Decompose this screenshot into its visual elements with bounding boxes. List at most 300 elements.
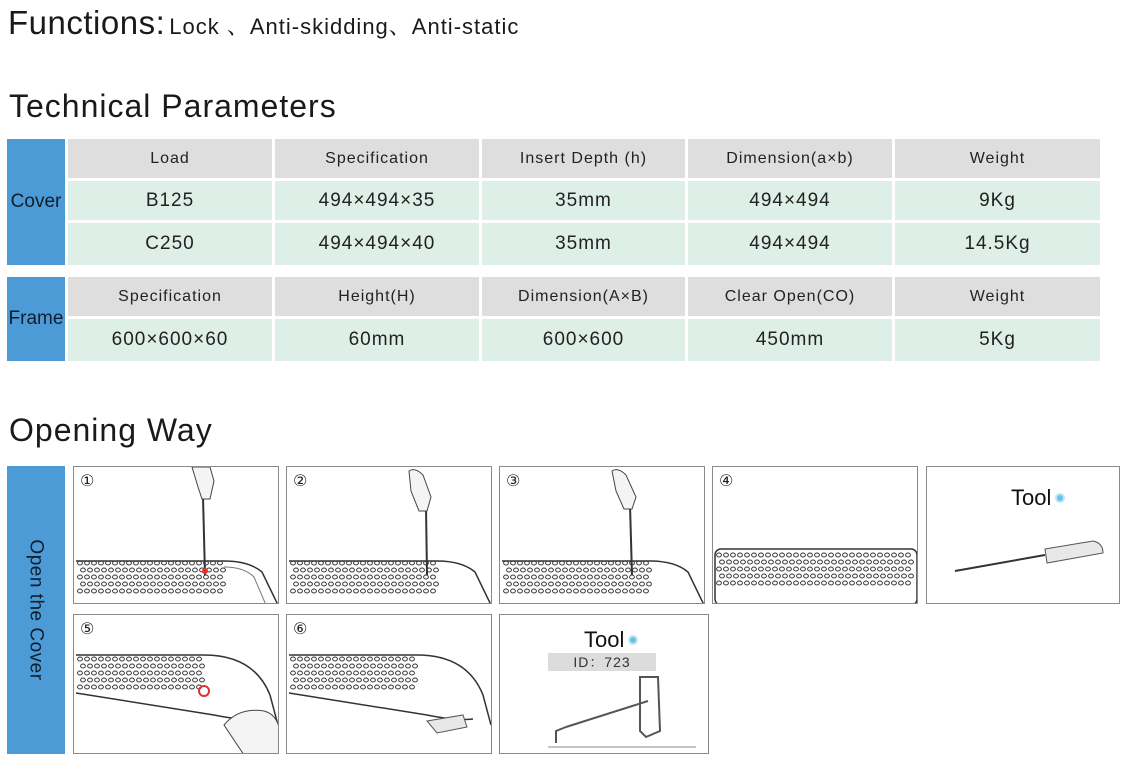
cover-hole — [902, 574, 907, 578]
cover-hole — [361, 589, 366, 593]
cover-hole — [906, 553, 911, 557]
cover-hole — [305, 575, 310, 579]
cover-hole — [633, 582, 638, 586]
cover-hole — [623, 589, 628, 593]
cover-hole — [752, 567, 757, 571]
step-2-panel — [286, 466, 492, 604]
cover-hole — [389, 575, 394, 579]
cover-hole — [507, 568, 512, 572]
cover-hole — [141, 685, 146, 689]
cover-hole — [389, 685, 394, 689]
cover-hole — [134, 657, 139, 661]
cover-hole — [148, 685, 153, 689]
cover-hole — [846, 560, 851, 564]
cover-hole — [141, 589, 146, 593]
cover-hole — [298, 685, 303, 689]
cover-hole — [808, 553, 813, 557]
cover-hole — [794, 567, 799, 571]
cover-hole — [197, 589, 202, 593]
cover-hole — [368, 671, 373, 675]
technical-parameters-title: Technical Parameters — [9, 88, 337, 124]
cover-hole — [144, 568, 149, 572]
cover-hole — [102, 678, 107, 682]
cover-hole — [871, 553, 876, 557]
cover-hole — [794, 581, 799, 585]
tool-id-badge: ID：723 — [548, 653, 656, 671]
cover-hole — [892, 581, 897, 585]
cover-hole — [78, 685, 83, 689]
cover-hole — [315, 582, 320, 586]
cover-hole — [853, 560, 858, 564]
cover-hole — [294, 582, 299, 586]
cover-hole — [434, 582, 439, 586]
cover-hole — [322, 568, 327, 572]
cover-hole — [392, 664, 397, 668]
cover-hole — [797, 560, 802, 564]
table-cell: 60mm — [275, 319, 482, 361]
cover-hole — [755, 560, 760, 564]
cover-hole — [120, 685, 125, 689]
cover-hole — [336, 582, 341, 586]
cover-hole — [417, 575, 422, 579]
cover-hole — [637, 575, 642, 579]
cover-hole — [169, 685, 174, 689]
tool-panel-2 — [499, 614, 709, 754]
cover-hole — [183, 685, 188, 689]
cover-hole — [570, 568, 575, 572]
cover-hole — [623, 575, 628, 579]
cover-hole — [836, 553, 841, 557]
cover-hole — [95, 664, 100, 668]
tool-panel-1 — [926, 466, 1120, 604]
cover-hole — [144, 664, 149, 668]
cover-hole — [336, 664, 341, 668]
cover-hole — [301, 678, 306, 682]
cover-hole — [193, 678, 198, 682]
cover-hole — [99, 671, 104, 675]
cover-hole — [511, 589, 516, 593]
cover-hole — [801, 581, 806, 585]
step-number: ⑤ — [80, 619, 95, 638]
cover-hole — [361, 657, 366, 661]
cover-hole — [720, 560, 725, 564]
cover-hole — [158, 582, 163, 586]
cover-hole — [357, 568, 362, 572]
cover-hole — [392, 568, 397, 572]
cover-hole — [207, 582, 212, 586]
cover-hole — [748, 560, 753, 564]
cover-hole — [319, 685, 324, 689]
cover-hole — [190, 589, 195, 593]
cover-hole — [804, 574, 809, 578]
step-1-illustration — [74, 467, 279, 604]
cover-hole — [895, 574, 900, 578]
cover-hole — [109, 678, 114, 682]
cover-hole — [560, 575, 565, 579]
cover-hole — [151, 582, 156, 586]
header-cell: Specification — [275, 139, 482, 181]
cover-hole — [717, 567, 722, 571]
cover-hole — [85, 575, 90, 579]
cover-hole — [878, 581, 883, 585]
cover-hole — [102, 568, 107, 572]
table-cell: 600×600×60 — [68, 319, 275, 361]
cover-hole — [120, 671, 125, 675]
cover-hole — [864, 567, 869, 571]
cover-hole — [727, 560, 732, 564]
cover-hole — [162, 671, 167, 675]
cover-hole — [340, 589, 345, 593]
cover-hole — [186, 664, 191, 668]
cover-hole — [343, 678, 348, 682]
step-2-illustration — [287, 467, 492, 604]
cover-hole — [371, 664, 376, 668]
cover-hole — [158, 678, 163, 682]
cover-hole — [319, 575, 324, 579]
cover-hole — [808, 567, 813, 571]
cover-hole — [899, 567, 904, 571]
cover-hole — [193, 568, 198, 572]
cover-hole — [542, 582, 547, 586]
open-the-cover-text: Open the Cover — [26, 539, 48, 681]
cover-hole — [371, 568, 376, 572]
cover-hole — [605, 582, 610, 586]
cover-hole — [305, 589, 310, 593]
cover-hole — [172, 664, 177, 668]
cover-hole — [368, 575, 373, 579]
cover-hole — [853, 574, 858, 578]
table-cell: 494×494 — [688, 223, 895, 265]
cover-hole — [183, 589, 188, 593]
cover-hole — [521, 582, 526, 586]
cover-hole — [560, 589, 565, 593]
cover-hole — [95, 678, 100, 682]
cover-hole — [899, 553, 904, 557]
cover-hole — [420, 582, 425, 586]
cover-hole — [556, 568, 561, 572]
cover-hole — [595, 589, 600, 593]
cover-hole — [361, 685, 366, 689]
cover-hole — [874, 574, 879, 578]
cover-hole — [532, 589, 537, 593]
cover-hole — [871, 567, 876, 571]
cover-hole — [193, 582, 198, 586]
cover-hole — [92, 671, 97, 675]
cover-hole — [214, 568, 219, 572]
cover-hole — [130, 582, 135, 586]
cover-hole — [354, 657, 359, 661]
cover-hole — [312, 589, 317, 593]
step-6-illustration — [287, 615, 492, 754]
cover-hole — [829, 581, 834, 585]
cover-hole — [347, 575, 352, 579]
cover-hole — [612, 582, 617, 586]
cover-hole — [364, 568, 369, 572]
cover-hole — [120, 657, 125, 661]
cover-hole — [211, 589, 216, 593]
cover-hole — [350, 678, 355, 682]
cover-hole — [539, 589, 544, 593]
cover-hole — [183, 671, 188, 675]
hook-tool-illustration — [500, 615, 709, 754]
cover-hole — [158, 664, 163, 668]
cover-hole — [403, 671, 408, 675]
cover-hole — [605, 568, 610, 572]
cover-hole — [846, 574, 851, 578]
cover-hole — [113, 657, 118, 661]
cover-hole — [616, 589, 621, 593]
cover-hole — [825, 560, 830, 564]
cover-hole — [801, 567, 806, 571]
cover-hole — [113, 685, 118, 689]
cover-hole — [762, 560, 767, 564]
cover-hole — [836, 567, 841, 571]
cover-hole — [88, 664, 93, 668]
cover-hole — [766, 567, 771, 571]
cover-hole — [130, 568, 135, 572]
cover-hole — [81, 568, 86, 572]
cover-hole — [843, 581, 848, 585]
cover-hole — [532, 575, 537, 579]
cover-hole — [106, 575, 111, 579]
cover-hole — [794, 553, 799, 557]
cover-hole — [200, 664, 205, 668]
cover-hole — [878, 553, 883, 557]
cover-hole — [734, 560, 739, 564]
cover-hole — [214, 582, 219, 586]
cover-hole — [413, 568, 418, 572]
cover-hole — [773, 567, 778, 571]
cover-hole — [88, 678, 93, 682]
cover-hole — [99, 575, 104, 579]
cover-hole — [109, 664, 114, 668]
cover-hole — [385, 568, 390, 572]
cover-hole — [406, 678, 411, 682]
cover-hole — [155, 657, 160, 661]
table-header-row — [68, 139, 1100, 181]
cover-hole — [549, 582, 554, 586]
cover-hole — [857, 553, 862, 557]
cover-hole — [399, 568, 404, 572]
cover-hole — [329, 582, 334, 586]
cover-hole — [867, 574, 872, 578]
cover-hole — [878, 567, 883, 571]
cover-hole — [204, 575, 209, 579]
cover-hole — [521, 568, 526, 572]
cover-hole — [155, 589, 160, 593]
cover-hole — [836, 581, 841, 585]
cover-hole — [787, 553, 792, 557]
cover-hole-grid — [291, 657, 418, 689]
cover-hole — [368, 685, 373, 689]
cover-hole — [815, 581, 820, 585]
cover-hole — [179, 568, 184, 572]
cover-hole — [85, 589, 90, 593]
cover-hole — [881, 560, 886, 564]
cover-hole — [724, 581, 729, 585]
cover-hole — [312, 671, 317, 675]
cover-hole — [759, 581, 764, 585]
cover-hole — [329, 664, 334, 668]
cover-hole — [769, 574, 774, 578]
cover-hole — [127, 657, 132, 661]
cover-hole — [165, 582, 170, 586]
cover-hole — [619, 568, 624, 572]
cover-hole — [102, 664, 107, 668]
cover-hole — [169, 671, 174, 675]
cover-hole — [748, 574, 753, 578]
cover-hole — [881, 574, 886, 578]
cover-hole — [403, 589, 408, 593]
cover-hole — [308, 568, 313, 572]
cover-hole — [504, 589, 509, 593]
cover-hole — [630, 575, 635, 579]
cover-hole — [364, 678, 369, 682]
step-3-illustration — [500, 467, 705, 604]
table-row — [68, 181, 1100, 223]
table-row — [68, 319, 1100, 361]
cover-hole — [528, 582, 533, 586]
opening-way-title: Opening Way — [9, 412, 213, 448]
cover-hole — [906, 567, 911, 571]
cover-hole — [892, 553, 897, 557]
cover-hole — [389, 657, 394, 661]
cover-hole — [151, 664, 156, 668]
cover-hole — [340, 671, 345, 675]
table-cell: C250 — [68, 223, 275, 265]
cover-hole — [162, 589, 167, 593]
cover-hole — [759, 553, 764, 557]
cover-hole — [843, 567, 848, 571]
cover-hole — [382, 575, 387, 579]
cover-hole — [298, 657, 303, 661]
cover-hole — [326, 575, 331, 579]
cover-hole — [741, 560, 746, 564]
cover-hole — [218, 589, 223, 593]
cover-hole — [193, 664, 198, 668]
header-cell: Load — [68, 139, 275, 181]
cover-hole — [724, 553, 729, 557]
cover-hole — [204, 589, 209, 593]
cover-hole — [120, 575, 125, 579]
cover-hole — [148, 589, 153, 593]
cover-hole — [99, 589, 104, 593]
cover-hole — [396, 589, 401, 593]
cover-hole — [755, 574, 760, 578]
cover-hole — [431, 589, 436, 593]
cover-hole — [616, 575, 621, 579]
cover-hole — [357, 582, 362, 586]
cover-hole — [399, 582, 404, 586]
header-cell: Weight — [895, 277, 1100, 319]
cover-hole — [155, 685, 160, 689]
table-cell: 14.5Kg — [895, 223, 1100, 265]
cover-hole — [885, 567, 890, 571]
cover-hole — [857, 581, 862, 585]
cover-hole — [766, 553, 771, 557]
cover-hole — [525, 589, 530, 593]
cover-hole — [92, 685, 97, 689]
cover-hole — [312, 657, 317, 661]
cover-hole — [507, 582, 512, 586]
cover-hole — [134, 575, 139, 579]
cover-hole — [378, 582, 383, 586]
cover-hole — [340, 657, 345, 661]
cover-hole — [99, 685, 104, 689]
cover-hole — [221, 582, 226, 586]
cover-hole — [815, 553, 820, 557]
cover-hole — [396, 657, 401, 661]
cover-hole — [769, 560, 774, 564]
cover-hole — [581, 575, 586, 579]
cover-hole — [148, 575, 153, 579]
cover-hole — [190, 671, 195, 675]
frame-parameters-table — [68, 277, 1100, 361]
cover-hole — [354, 671, 359, 675]
cover-hole — [109, 582, 114, 586]
cover-hole — [389, 671, 394, 675]
cover-hole-grid — [717, 553, 914, 585]
table-cell: 494×494 — [688, 181, 895, 223]
functions-items: Lock 、Anti-skidding、Anti-static — [169, 14, 520, 39]
cover-hole — [860, 574, 865, 578]
cover-hole — [741, 574, 746, 578]
cover-hole — [382, 671, 387, 675]
cover-hole — [211, 575, 216, 579]
cover-hole — [315, 678, 320, 682]
cover-hole — [396, 575, 401, 579]
cover-hole — [144, 678, 149, 682]
cover-hole — [644, 575, 649, 579]
cover-hole — [134, 589, 139, 593]
cover-hole — [123, 678, 128, 682]
header-cell: Insert Depth (h) — [482, 139, 688, 181]
cover-hole — [804, 560, 809, 564]
cover-hole — [867, 560, 872, 564]
cover-hole — [343, 568, 348, 572]
cover-hole — [81, 678, 86, 682]
cover-hole — [134, 671, 139, 675]
cover-hole — [361, 575, 366, 579]
cover-hole — [525, 575, 530, 579]
cover-hole — [127, 589, 132, 593]
table-cell: 450mm — [688, 319, 895, 361]
cover-hole — [81, 664, 86, 668]
cover-hole — [106, 589, 111, 593]
cover-hole — [141, 671, 146, 675]
cover-hole — [371, 582, 376, 586]
cover-hole — [410, 657, 415, 661]
cover-hole — [888, 560, 893, 564]
cover-hole — [130, 678, 135, 682]
cover-hole — [410, 575, 415, 579]
cover-hole — [340, 685, 345, 689]
step-number: ② — [293, 471, 308, 490]
cover-hole — [591, 582, 596, 586]
cover-hole — [347, 685, 352, 689]
cover-hole — [871, 581, 876, 585]
cover-hole — [113, 575, 118, 579]
cover-hole — [78, 657, 83, 661]
cover-hole — [588, 589, 593, 593]
cover-hole — [322, 678, 327, 682]
cover-hole — [563, 582, 568, 586]
cover-hole — [874, 560, 879, 564]
tool-title-text: Tool — [584, 627, 625, 652]
cover-hole — [595, 575, 600, 579]
cover-hole — [514, 582, 519, 586]
cover-hole — [123, 664, 128, 668]
